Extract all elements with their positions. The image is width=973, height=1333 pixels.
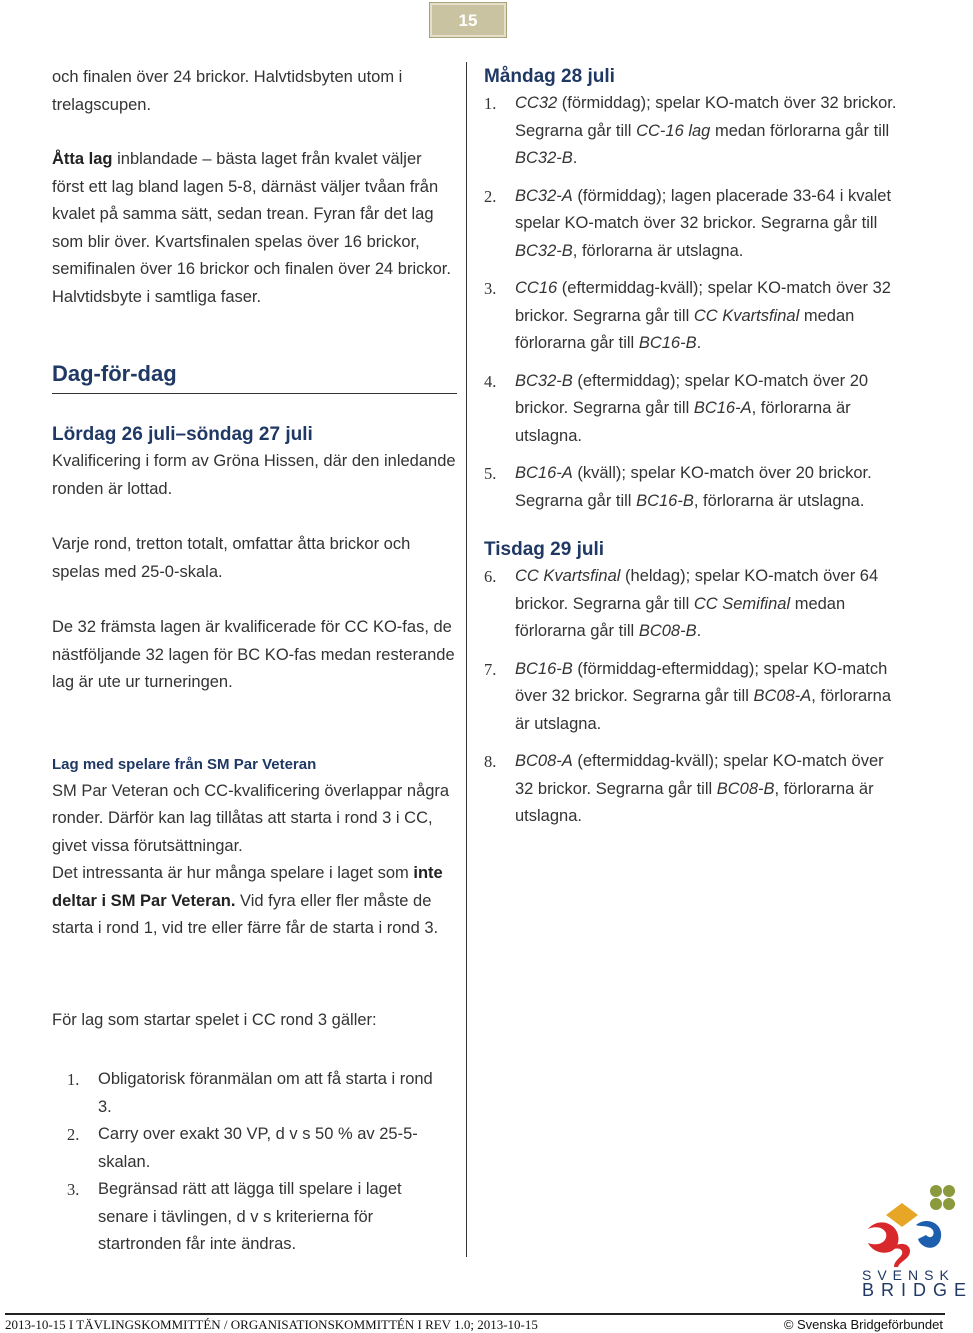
item-italic-term: BC16-B [638, 334, 697, 352]
item-italic-term: BC16-B [515, 659, 573, 678]
item-text: (heldag); spelar KO-match över 64 brickor. Segrarna går till [515, 567, 879, 613]
item-italic-term: CC Kvartsfinal [693, 306, 800, 325]
item-text: (eftermiddag); spelar KO-match över 20 brickor. Segrarna går till [515, 371, 869, 417]
item-italic-term: BC32-B [515, 149, 573, 167]
round3-conditions-list [67, 1066, 447, 1259]
day-heading-tuesday: Tisdag 29 juli [484, 539, 605, 560]
item-text: . [696, 622, 702, 640]
paragraph-finals: och finalen över 24 brickor. Halvtidsbyten utom i trelagscupen. [52, 68, 403, 114]
eight-teams-label: Åtta lag [52, 150, 113, 168]
paragraph-qualification: Kvalificering i form av Gröna Hissen, där den inledande ronden är lottad. [52, 452, 456, 498]
item-number: 2. [67, 1125, 80, 1144]
monday-list [484, 90, 904, 515]
item-number: 7. [484, 659, 497, 679]
eight-teams-text: inblandade – bästa laget från kvalet väljer först ett lag bland lagen 5-8, därnäst väljer tvåan från kvalet på samma sätt, sedan trean. Fyran får det lag som blir över. Kvartsfinalen spelas över 16 brickor, semifinalen över 16 brickor och finalen över 24 brickor. Halvtidsbyte i samtliga faser. [52, 150, 451, 306]
item-text: , förlorarna är utslagna. [572, 241, 744, 260]
item-italic-term: BC16-A [515, 464, 573, 482]
item-italic-term: BC08-B [638, 622, 697, 640]
item-number: 6. [484, 567, 497, 586]
item-text: (förmiddag-eftermiddag); spelar KO-match över 32 brickor. Segrarna går till [515, 659, 888, 705]
item-italic-term: CC32 [515, 94, 558, 112]
list-item [484, 563, 904, 646]
logo-line-svensk: SVENSK [862, 1267, 955, 1283]
item-text: (kväll); spelar KO-match över 20 brickor. Segrarna går till [515, 464, 872, 510]
left-column [52, 64, 457, 943]
item-text: , förlorarna är utslagna. [515, 779, 874, 825]
section-heading: Dag-för-dag [52, 361, 457, 394]
item-italic-term: BC32-A [515, 186, 573, 205]
page-number: 15 [430, 3, 506, 37]
item-italic-term: BC08-A [515, 752, 573, 770]
logo-line-bridge: BRIDGE [862, 1280, 973, 1300]
logo-wordmark [862, 1268, 973, 1298]
item-text: Carry over exakt 30 VP, d v s 50 % av 25-5-skalan. [98, 1125, 418, 1171]
item-number: 1. [67, 1070, 80, 1089]
list-item [484, 368, 904, 451]
veteran-rule-bold: inte deltar i SM Par Veteran. [52, 864, 443, 910]
item-number: 1. [484, 94, 497, 113]
list-item [484, 275, 904, 358]
item-text: . [572, 149, 578, 167]
veteran-rule-start: Det intressanta är hur många spelare i laget som [52, 864, 414, 882]
item-text: , förlorarna är utslagna. [693, 491, 865, 510]
item-text: (eftermiddag-kväll); spelar KO-match över 32 brickor. Segrarna går till [515, 279, 891, 325]
item-number: 2. [484, 186, 497, 206]
day-heading-monday: Måndag 28 juli [484, 66, 615, 87]
item-italic-term: BC32-B [515, 371, 573, 390]
item-number: 3. [484, 279, 497, 298]
footer-left-text: 2013-10-15 I TÄVLINGSKOMMITTÉN / ORGANISATIONSKOMMITTÉN I REV 1.0; 2013-10-15 [5, 1317, 538, 1332]
list-item [484, 183, 904, 266]
right-column [484, 64, 904, 831]
item-text: Begränsad rätt att lägga till spelare i laget senare i tävlingen, d v s kriterierna för startronden får inte ändras. [98, 1180, 402, 1253]
paragraph-round3-intro: För lag som startar spelet i CC rond 3 gäller: [52, 1011, 377, 1029]
list-item [484, 748, 904, 831]
veteran-rule-end: Vid fyra eller fler måste de starta i rond 1, vid tre eller färre får de starta i rond 3. [52, 891, 439, 937]
item-text: medan förlorarna går till [710, 121, 890, 140]
day-heading-saturday: Lördag 26 juli–söndag 27 juli [52, 424, 313, 445]
footer-copyright: © Svenska Bridgeförbundet [783, 1317, 943, 1332]
item-text: , förlorarna är utslagna. [515, 687, 892, 733]
page-footer [5, 1313, 945, 1332]
paragraph-rounds: Varje rond, tretton totalt, omfattar åtta brickor och spelas med 25-0-skala. [52, 535, 411, 581]
item-number: 8. [484, 752, 497, 771]
paragraph-veteran-overlap: SM Par Veteran och CC-kvalificering överlappar några ronder. Därför kan lag tillåtas att starta i rond 3 i CC, givet vissa förutsättningar. [52, 781, 450, 855]
tuesday-list [484, 563, 904, 831]
item-italic-term: CC Semifinal [693, 594, 791, 613]
item-text: (förmiddag); lagen placerade 33-64 i kvalet spelar KO-match över 32 brickor. Segrarna går till [515, 186, 892, 232]
item-italic-term: CC-16 lag [636, 121, 711, 140]
list-item [484, 460, 904, 515]
list-item [67, 1121, 447, 1176]
item-italic-term: CC Kvartsfinal [515, 567, 621, 585]
item-text: medan förlorarna går till [515, 594, 846, 640]
paragraph-top-teams: De 32 främsta lagen är kvalificerade för CC KO-fas, de nästföljande 32 lagen för BC KO-fas medan resterande lag är ute ur turneringen. [52, 618, 455, 691]
item-text: . [696, 334, 702, 352]
item-text: , förlorarna är utslagna. [515, 399, 851, 445]
item-text: (förmiddag); spelar KO-match över 32 brickor. Segrarna går till [515, 94, 897, 140]
list-item [484, 656, 904, 739]
list-item [67, 1176, 447, 1259]
item-number: 4. [484, 371, 497, 391]
item-italic-term: BC16-A [693, 399, 752, 417]
paragraph-eight-teams [52, 146, 457, 311]
item-italic-term: BC32-B [515, 241, 573, 260]
item-text: Obligatorisk föranmälan om att få starta i rond 3. [98, 1070, 433, 1116]
list-item [67, 1066, 447, 1121]
item-text: medan förlorarna går till [515, 306, 855, 352]
item-italic-term: BC08-B [716, 779, 775, 798]
item-italic-term: CC16 [515, 279, 558, 297]
item-number: 3. [67, 1180, 80, 1199]
item-text: (eftermiddag-kväll); spelar KO-match över 32 brickor. Segrarna går till [515, 752, 884, 798]
list-item [484, 90, 904, 173]
paragraph-veteran-rule [52, 860, 457, 943]
item-italic-term: BC16-B [636, 491, 694, 510]
veteran-heading: Lag med spelare från SM Par Veteran [52, 755, 317, 773]
column-divider [466, 62, 467, 1257]
item-number: 5. [484, 464, 497, 483]
item-italic-term: BC08-A [753, 687, 812, 705]
